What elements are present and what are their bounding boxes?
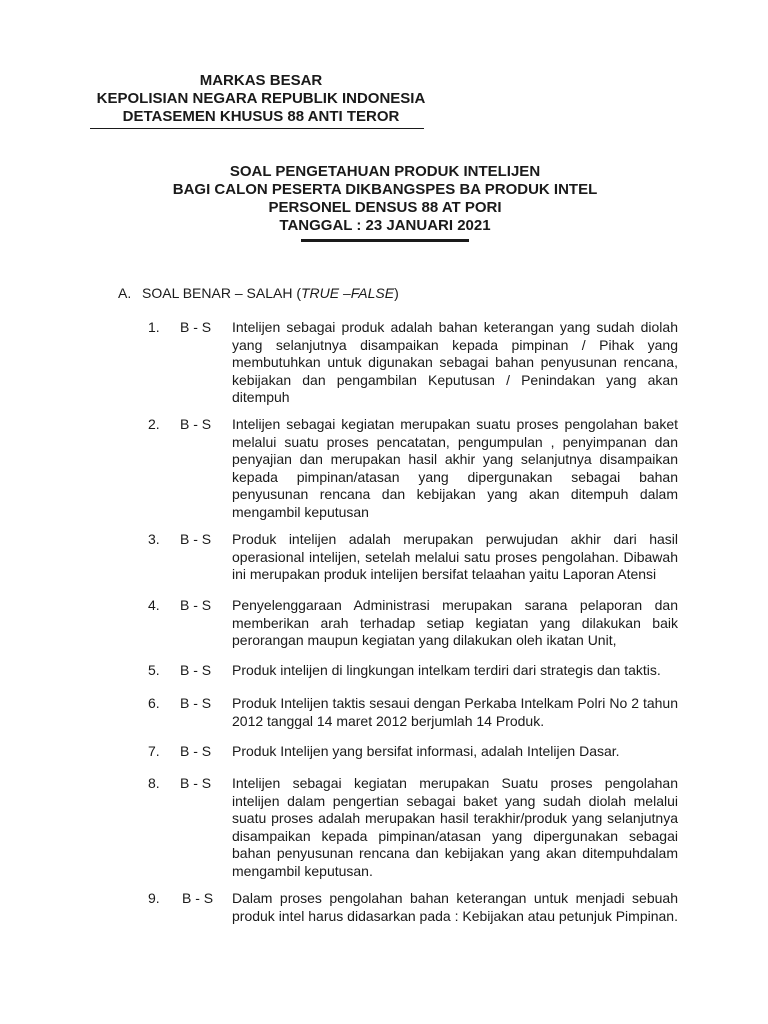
answer-choice: B - S bbox=[180, 531, 212, 547]
title-line-4: TANGGAL : 23 JANUARI 2021 bbox=[279, 217, 491, 234]
title-underline bbox=[301, 239, 469, 242]
question-number: 1. bbox=[148, 319, 160, 335]
answer-choice: B - S bbox=[180, 775, 212, 791]
question-text: Intelijen sebagai kegiatan merupakan Suatu proses pengolahan intelijen dalam pengertian sebagai baket yang sudah diolah melalui suatu proses adalah merupakan hasil terakhir/produk yang selanjutnya disampaikan kepada pimpinan/atasan yang dipergunakan sebagai bahan penyusunan rencana dan kebijakan yang akan ditempuhdalam mengambil keputusan. bbox=[232, 775, 678, 879]
question-item bbox=[148, 775, 678, 880]
section-letter: A. bbox=[118, 285, 132, 301]
question-text: Intelijen sebagai kegiatan merupakan suatu proses pengolahan baket melalui suatu proses pencatatan, pengumpulan , penyimpanan dan penyajian dan merupakan hasil akhir yang selanjutnya disampaikan kepada pimpinan/atasan yang dipergunakan sebagai bahan penyusunan rencana dan kebijakan yang akan ditempuh dalam mengambil keputusan bbox=[232, 416, 678, 520]
question-item bbox=[148, 319, 678, 407]
question-item bbox=[148, 531, 678, 584]
question-number: 8. bbox=[148, 775, 160, 791]
question-number: 5. bbox=[148, 662, 160, 678]
question-number: 6. bbox=[148, 695, 160, 711]
answer-choice: B - S bbox=[180, 319, 212, 335]
question-item bbox=[148, 890, 678, 925]
title-line-2: BAGI CALON PESERTA DIKBANGSPES BA PRODUK INTEL bbox=[172, 181, 598, 198]
question-text: Produk intelijen adalah merupakan perwujudan akhir dari hasil operasional intelijen, setelah melalui satu proses pengolahan. Dibawah ini merupakan produk intelijen bersifat telaahan yaitu Laporan Atensi bbox=[232, 531, 678, 582]
question-item bbox=[148, 597, 678, 650]
question-number: 3. bbox=[148, 531, 160, 547]
answer-choice: B - S bbox=[180, 416, 212, 432]
answer-choice: B - S bbox=[182, 890, 214, 906]
section-label: SOAL BENAR – SALAH ( bbox=[142, 285, 301, 301]
question-text: Penyelenggaraan Administrasi merupakan sarana pelaporan dan memberikan arah terhadap setiap kegiatan yang dilakukan baik perorangan maupun kegiatan yang dilakukan oleh ikatan Unit, bbox=[232, 597, 678, 648]
question-text: Intelijen sebagai produk adalah bahan keterangan yang sudah diolah yang selanjutnya disampaikan kepada pimpinan / Pihak yang membutuhkan untuk digunakan sebagai bahan penyusunan rencana, kebijakan dan pengambilan Keputusan / Penindakan yang akan ditempuh bbox=[232, 319, 678, 405]
question-text: Dalam proses pengolahan bahan keterangan untuk menjadi sebuah produk intel harus didasarkan pada : Kebijakan atau petunjuk Pimpinan. bbox=[232, 890, 678, 924]
document-title bbox=[148, 163, 622, 235]
question-number: 7. bbox=[148, 743, 160, 759]
institution-header bbox=[90, 72, 432, 126]
title-line-1: SOAL PENGETAHUAN PRODUK INTELIJEN bbox=[229, 163, 541, 180]
answer-choice: B - S bbox=[180, 597, 212, 613]
answer-choice: B - S bbox=[180, 662, 212, 678]
question-number: 4. bbox=[148, 597, 160, 613]
question-item bbox=[148, 695, 678, 730]
title-line-3: PERSONEL DENSUS 88 AT PORI bbox=[268, 199, 502, 216]
answer-choice: B - S bbox=[180, 743, 212, 759]
question-text: Produk Intelijen taktis sesaui dengan Perkaba Intelkam Polri No 2 tahun 2012 tanggal 14 maret 2012 berjumlah 14 Produk. bbox=[232, 695, 678, 729]
header-line-1: MARKAS BESAR bbox=[199, 72, 323, 89]
answer-choice: B - S bbox=[180, 695, 212, 711]
section-heading bbox=[118, 284, 399, 302]
section-label-end: ) bbox=[394, 285, 399, 301]
question-item bbox=[148, 743, 678, 761]
header-line-2: KEPOLISIAN NEGARA REPUBLIK INDONESIA bbox=[96, 90, 426, 107]
question-text: Produk Intelijen yang bersifat informasi, adalah Intelijen Dasar. bbox=[232, 743, 620, 759]
question-text: Produk intelijen di lingkungan intelkam terdiri dari strategis dan taktis. bbox=[232, 662, 661, 678]
question-item bbox=[148, 416, 678, 521]
section-label-italic: TRUE –FALSE bbox=[300, 285, 395, 301]
header-underline bbox=[90, 128, 424, 129]
question-item bbox=[148, 662, 678, 680]
question-number: 2. bbox=[148, 416, 160, 432]
question-number: 9. bbox=[148, 890, 160, 906]
header-line-3: DETASEMEN KHUSUS 88 ANTI TEROR bbox=[122, 108, 400, 125]
